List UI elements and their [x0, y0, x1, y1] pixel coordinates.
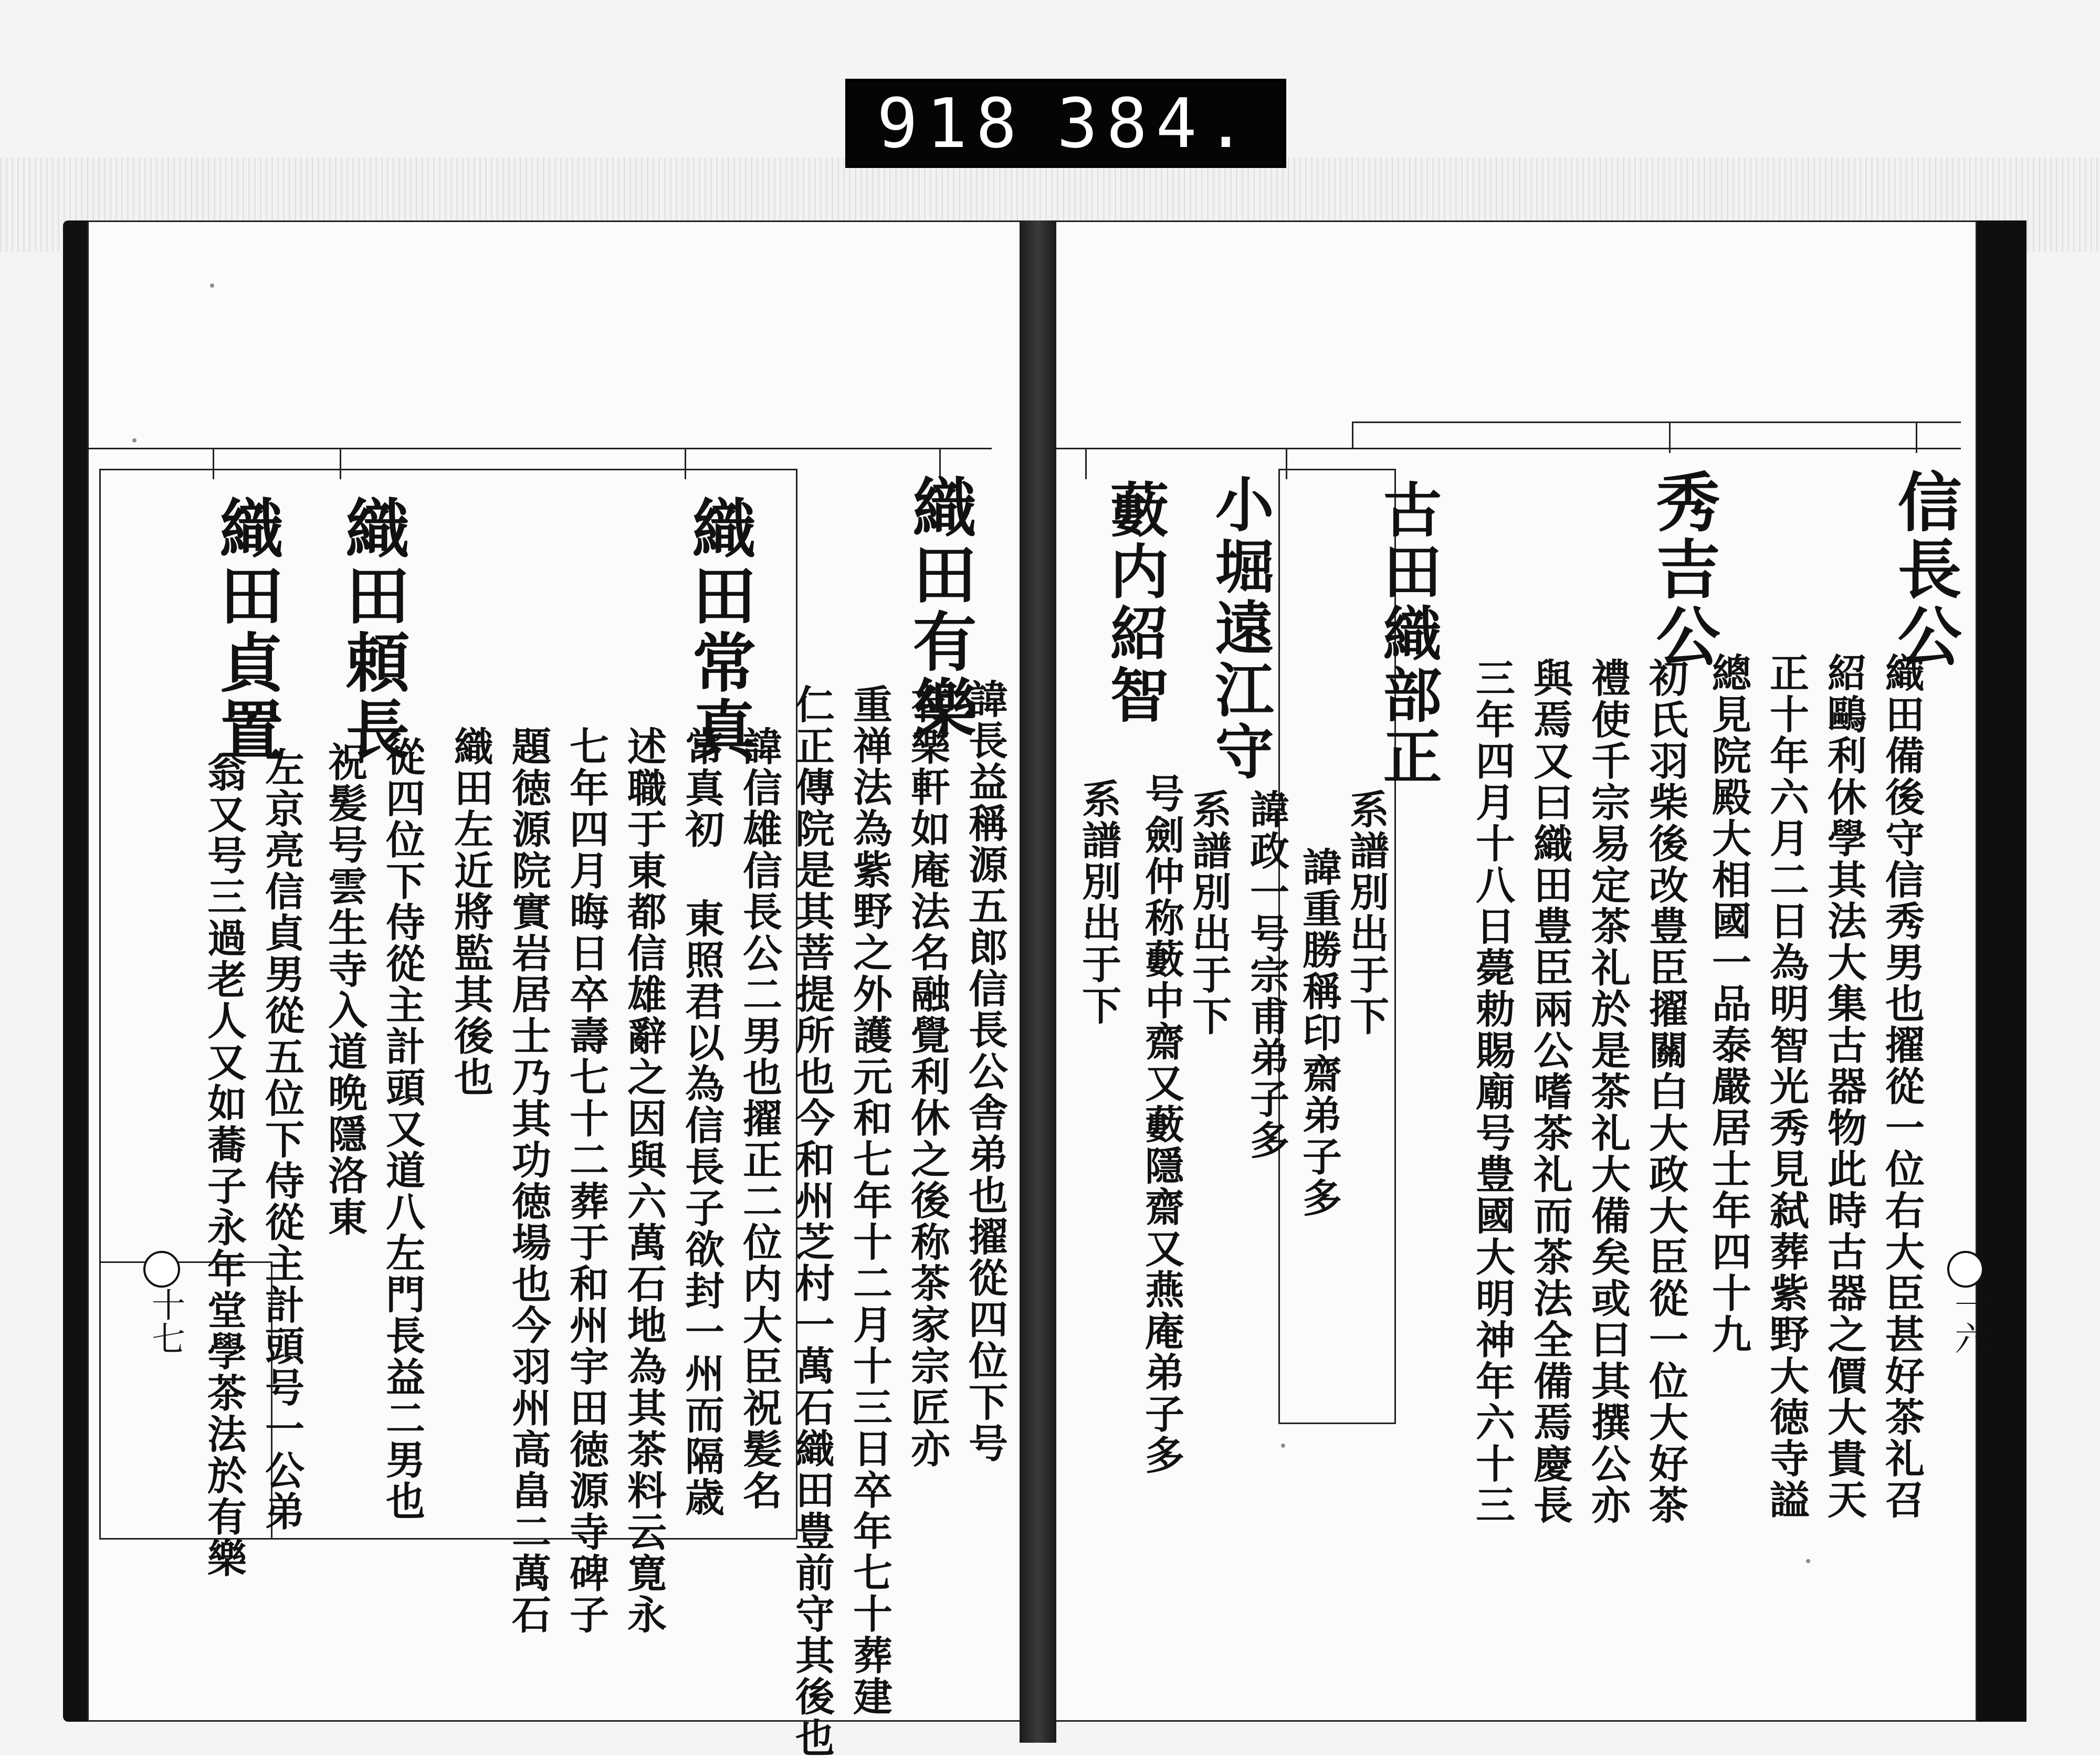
right-top-rule-high: [1352, 422, 1961, 423]
furuta-title: 古田織部正: [1373, 479, 1442, 788]
left-page: [87, 220, 1025, 1759]
uraku-line-2: 有樂軒如庵法名融覺利休之後称茶家宗匠亦: [905, 684, 951, 1470]
yorinaga-line-1: 從四位下侍從主計頭又道八左門長益二男也: [380, 736, 426, 1522]
nobunaga-line-1: 織田備後守信秀男也擢從一位右大臣甚好茶礼召: [1879, 652, 1925, 1521]
nobunaga-tick: [1916, 422, 1917, 453]
yorinaga-title: 織田頼長: [335, 495, 411, 764]
left-top-rule: [89, 448, 992, 449]
yabunouchi-title: 藪内紹智: [1100, 479, 1169, 726]
hideyoshi-line-1: 初氏羽柴後改豊臣擢關白大政大臣從一位大好茶: [1643, 658, 1689, 1526]
hideyoshi-tick: [1669, 422, 1671, 453]
tsunesane-line-1: 諱信雄信長公二男也擢正二位内大臣祝髪名: [737, 726, 783, 1512]
uraku-line-3: 重禅法為紫野之外護元和七年十二月十三日卒年七十葬建: [847, 684, 893, 1718]
tsunesane-title: 織田常真: [681, 495, 757, 764]
tsunesane-line-4: 七年四月晦日卒壽七十二葬于和州宇田徳源寺碑子: [563, 726, 610, 1636]
kobori-title: 小堀遠江守: [1205, 474, 1274, 783]
uraku-line-1: 諱長益稱源五郎信長公舎弟也擢從四位下号: [962, 679, 1009, 1465]
archive-label-left-number: 918: [877, 83, 1025, 163]
book-spine: [1020, 220, 1056, 1743]
right-rule-step: [1352, 422, 1353, 448]
nobunaga-title: 信長公: [1887, 469, 1962, 671]
hideyoshi-title: 秀吉公: [1645, 469, 1721, 671]
nobunaga-line-2: 紹鷗利休學其法大集古器物此時古器之價大貴天: [1821, 652, 1867, 1521]
archive-label-right-number: 384.: [1056, 83, 1255, 163]
hideyoshi-line-4: 三年四月十八日薨勅賜廟号豊國大明神年六十三: [1469, 658, 1516, 1526]
hideyoshi-line-2: 禮使千宗易定茶礼於是茶礼大備矣或曰其撰公亦: [1585, 658, 1631, 1526]
yabunouchi-tick: [1085, 448, 1087, 479]
uraku-line-4: 仁正傳院是其菩提所也今和州芝村一萬石織田豊前守其後也: [789, 684, 835, 1759]
tsunesane-line-5: 題徳源院實岩居士乃其功徳場也今羽州高畠二萬石: [506, 726, 552, 1636]
kobori-line-2: 系譜別出于下: [1186, 789, 1232, 1037]
scan-speck-2: [132, 438, 136, 443]
nobunaga-line-4: 總見院殿大相國一品泰嚴居士年四十九: [1706, 652, 1752, 1355]
sadaoki-line-1: 左京亮信貞男從五位下侍從主計頭号一公弟: [259, 747, 305, 1533]
furuta-line-2: 諱重勝稱印齋弟子多: [1296, 847, 1342, 1219]
scan-speck-3: [1806, 1559, 1810, 1563]
right-page-number: 一六: [1949, 1288, 1988, 1355]
kobori-line-1: 諱政一号宗甫弟子多: [1244, 789, 1290, 1161]
uraku-title: 織田有樂: [902, 474, 978, 743]
yorinaga-line-2: 祝髪号雲生寺入道晩隱洛東: [322, 742, 368, 1238]
yabunouchi-line-1: 号劍仲称藪中齋又藪隱齋又燕庵弟子多: [1139, 773, 1185, 1476]
scan-speck-4: [1281, 1444, 1285, 1448]
right-page-marker-circle: [1947, 1251, 1984, 1288]
archive-label: [845, 79, 1286, 168]
furuta-line-1: 系譜別出于下: [1343, 789, 1390, 1037]
left-page-marker-circle: [143, 1251, 180, 1288]
tsunesane-line-2: 常真初 東照君以為信長子欲封一州而隔歳: [679, 726, 725, 1519]
open-book: [63, 220, 2026, 1759]
sadaoki-line-2: 翁又号三過老人又如蕎子永年堂學茶法於有樂: [201, 752, 247, 1579]
sadaoki-title: 織田貞置: [209, 495, 285, 764]
left-page-number: 十七: [146, 1288, 185, 1355]
scan-speck-1: [210, 283, 214, 288]
hideyoshi-line-3: 與焉又曰織田豊臣兩公嗜茶礼而茶法全備焉慶長: [1527, 658, 1573, 1526]
tsunesane-line-6: 織田左近將監其後也: [448, 726, 494, 1098]
tsunesane-line-3: 述職于東都信雄辭之因與六萬石地為其茶料云寛永: [621, 726, 667, 1636]
right-page: [1051, 220, 1988, 1722]
yabunouchi-line-2: 系譜別出于下: [1076, 778, 1122, 1027]
nobunaga-line-3: 正十年六月二日為明智光秀見弑葬紫野大徳寺謚: [1763, 652, 1810, 1521]
right-top-rule-low: [1053, 448, 1961, 449]
